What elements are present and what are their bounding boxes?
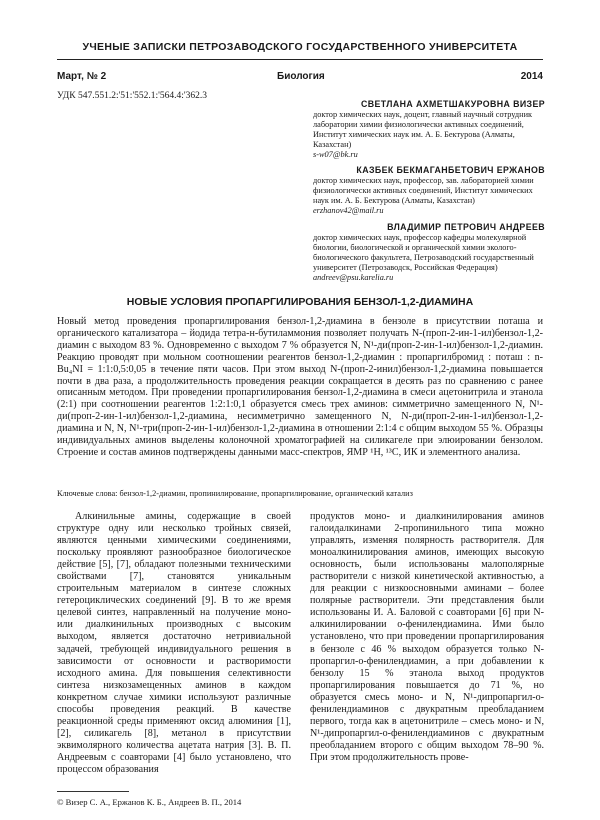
author-block — [313, 99, 545, 161]
body-column-right: продуктов моно- и диалкинилирования аминов галоидалкинами 2-пропинильного типа можно управлять, изменяя полярность растворителя. Для моноалкинилирования аминов, имеющих высокую основность, были использованы малополярные растворители с низкой кинетической активностью, а для реакции с низкоосновными аминами – более полярные растворители. Эти представления были использованы И. А. Баловой с соавторами [6] при N-алкинилировании о-фенилендиамина. Ими было установлено, что при проведении пропаргилирования в бензоле с 46 % выходом образуется только N-пропаргил-о-фенилендиамин, а при добавлении к бензолу 15 % этанола выход продуктов пропаргилирования повышается до 71 %, но образуется смесь моно- и N, N¹-дипропаргил-о-фенилендиаминов с двукратным преобладанием первого, тогда как в ацетонитриле – смесь моно- и N, N¹-дипропаргил-о-фенилендиаминов с двукратным преобладанием второго с общим выходом 78–90 %. При этом продолжительность прове- — [310, 511, 544, 763]
author-affiliation: доктор химических наук, профессор кафедры молекулярной биологии, биологической и органической химии эколого-биологического факультета, Петрозаводский государственный университет (Петрозаводск, Российская Федерация) — [313, 233, 534, 273]
journal-section: Биология — [277, 71, 325, 82]
issue-year: 2014 — [520, 71, 543, 82]
issue-meta-row — [57, 71, 543, 85]
author-name: ВЛАДИМИР ПЕТРОВИЧ АНДРЕЕВ — [387, 222, 545, 232]
body-column-left: Алкинильные амины, содержащие в своей структуре одну или несколько тройных связей, являются ценными химическими соединениями, поскольку проявляют разнообразное биологическое действие [5], [7], обладают полезными техническими свойствами [7], становятся уникальным строительным материалом в синтезе сложных гетероциклических соединений [9]. В то же время целевой синтез, направленный на получение моно- или диалкинильных производных с высоким выходом, является достаточно нетривиальной задачей, требующей индивидуального решения в зависимости от основности и растворимости исходного амина. Для повышения селективности синтеза низкозамещенных аминов в каждом конкретном случае химики используют различные способы проведения реакций. В качестве реакционной среды применяют оксид алюминия [1], [2], силикагель [8], метанол в присутствии эквимолярного количества ацетата натрия [3]. В. П. Андреевым с соавторами [4] было установлено, что процессом образования — [57, 511, 291, 775]
author-affiliation: доктор химических наук, доцент, главный научный сотрудник лаборатории химии физиологически активных соединений, Институт химических наук им. А. Б. Бектурова (Алматы, Казахстан) — [313, 110, 533, 150]
udk-code: УДК 547.551.2:'51:'552.1:'564.4:'362.3 — [57, 91, 207, 101]
author-email[interactable]: andreev@psu.karelia.ru — [313, 273, 394, 283]
author-affiliation: доктор химических наук, профессор, зав. лабораторией химии физиологически активных соединений, Институт химических наук им. А. Б. Бектурова (Алматы, Казахстан) — [313, 176, 534, 206]
author-block — [313, 165, 545, 216]
author-email[interactable]: erzhanov42@mail.ru — [313, 206, 384, 216]
author-name: КАЗБЕК БЕКМАГАНБЕТОВИЧ ЕРЖАНОВ — [356, 165, 545, 175]
keywords: Ключевые слова: бензол-1,2-диамин, пропинилирование, пропаргилирование, органический катализ — [57, 489, 413, 498]
header-rule — [57, 59, 543, 60]
abstract: Новый метод проведения пропаргилирования бензол-1,2-диамина в бензоле в присутствии поташа и органического катализатора – йодида тетра-н-бутиламмония позволяет получать N-(проп-2-ин-1-ил)бензол-1,2-диамин с выходом 83 %. Одновременно с выходом 7 % образуется N, N¹-ди(проп-2-ин-1-ил)бензол-1,2-диамин. Реакцию проводят при мольном соотношении реагентов бензол-1,2-диамин : пропаргилбромид : поташ : n-Bu₄NI = 1:1:0,5:0,05 в течение пяти часов. При этом выход N-(проп-2-инил)бензол-1,2-диамина повышается почти в два раза, а продолжительность проведения реакции сокращается в десять раз по сравнению с ранее описанным методом. При проведении пропаргилирования бензол-1,2-диамина в смеси ацетонитрила и этанола (2:1) при соотношении реагентов 1:2:1:0,1 образуется смесь трех аминов: симметрично замещенного N, N¹-ди(проп-2-ин-1-ил)бензол-1,2-диамина, несимметрично замещенного N, N-ди(проп-2-ин-1-ил)бензол-1,2-диамина и N, N, N¹-три(проп-2-ин-1-ил)бензол-1,2-диамина в отношении 2:1:4 с общим выходом 55 %. Образцы индивидуальных аминов выделены колоночной хроматографией на силикагеле при элюировании бензолом. Строение и состав аминов подтверждены данными масс-спектров, ЯМР ¹H, ¹³C, ИК и элементного анализа. — [57, 316, 543, 458]
author-email[interactable]: s-w07@bk.ru — [313, 150, 358, 160]
paper-title: НОВЫЕ УСЛОВИЯ ПРОПАРГИЛИРОВАНИЯ БЕНЗОЛ-1,2-ДИАМИНА — [126, 296, 474, 308]
issue-number: Март, № 2 — [57, 71, 107, 82]
footnote-rule — [57, 791, 129, 792]
journal-title: УЧЕНЫЕ ЗАПИСКИ ПЕТРОЗАВОДСКОГО ГОСУДАРСТВЕННОГО УНИВЕРСИТЕТА — [82, 41, 518, 53]
copyright-notice: © Визер С. А., Ержанов К. Б., Андреев В. П., 2014 — [57, 797, 242, 807]
author-name: СВЕТЛАНА АХМЕТШАКУРОВНА ВИЗЕР — [360, 99, 545, 109]
author-block — [313, 222, 545, 284]
